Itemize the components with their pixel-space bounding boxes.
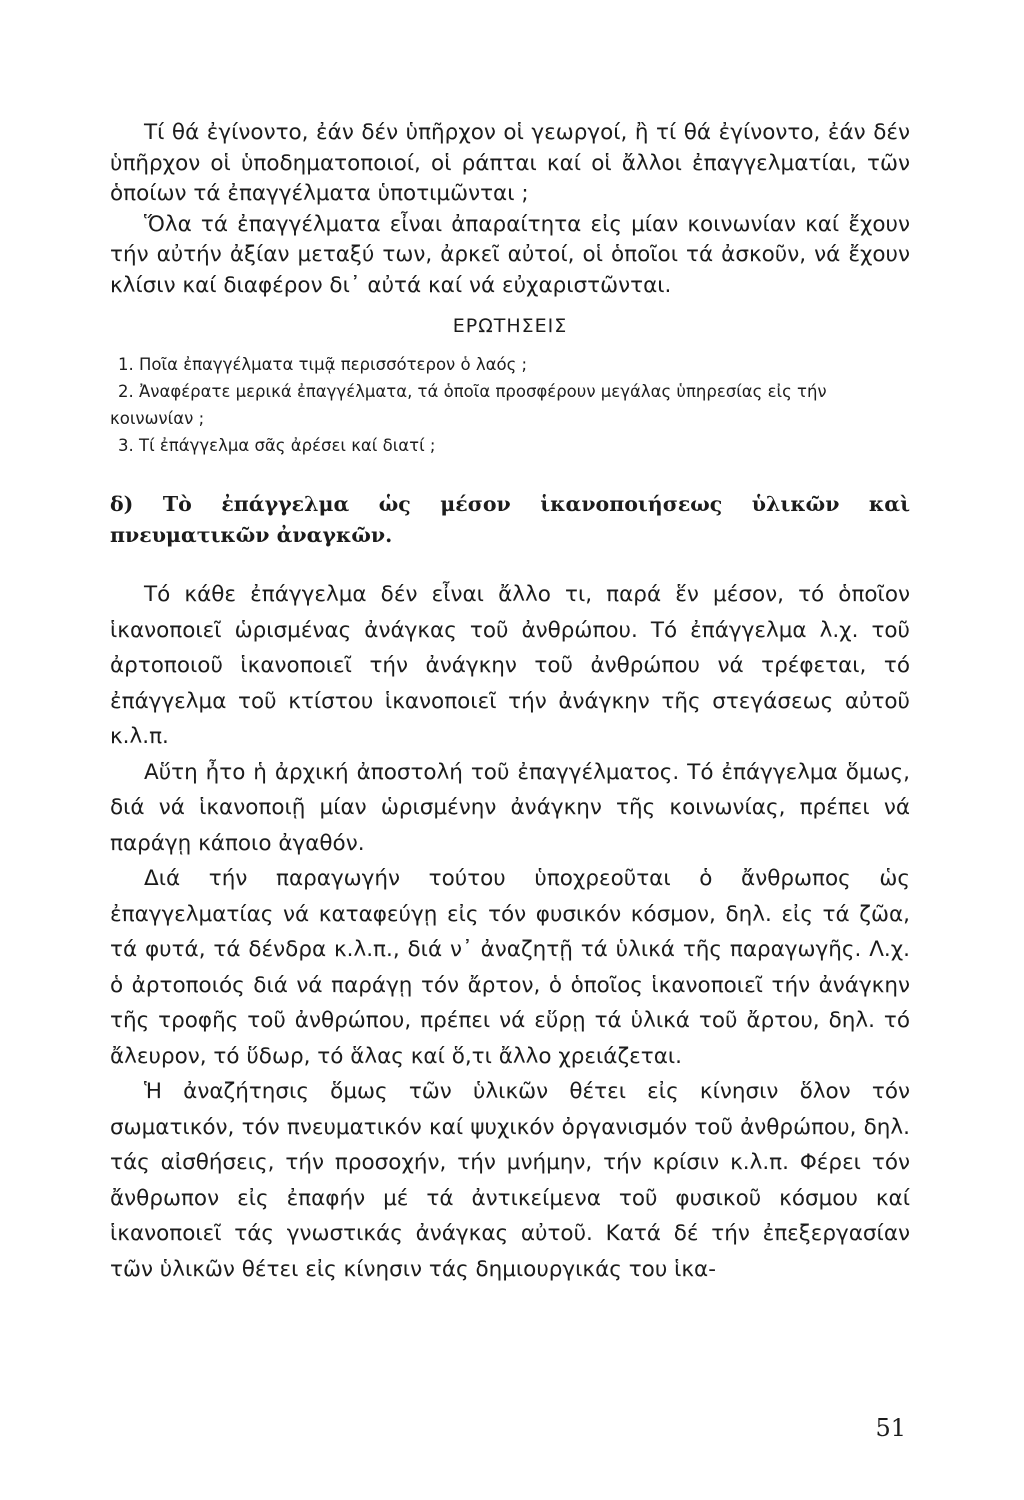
- section-subheading: δ) Τὸ ἐπάγγελμα ὡς μέσον ἱκανοποιήσεως ὑλικῶν καὶ πνευματικῶν ἀναγκῶν.: [110, 492, 910, 547]
- question-item: 2. Ἀναφέρατε μερικά ἐπαγγέλματα, τά ὁποῖα προσφέρουν μεγάλας ὑπηρεσίας εἰς τήν κοινωνίαν ;: [110, 382, 827, 428]
- question-item: 3. Τί ἐπάγγελμα σᾶς ἀρέσει καί διατί ;: [118, 436, 436, 455]
- body-text: [110, 577, 910, 1287]
- body-paragraph-1: Τό κάθε ἐπάγγελμα δέν εἶναι ἄλλο τι, παρά ἕν μέσον, τό ὁποῖον ἱκανοποιεῖ ὡρισμένας ἀνάγκας τοῦ ἀνθρώπου. Τό ἐπάγγελμα λ.χ. τοῦ ἀρτοποιοῦ ἱκανοποιεῖ τήν ἀνάγκην τοῦ ἀνθρώπου νά τρέφεται, τό ἐπάγγελμα τοῦ κτίστου ἱκανοποιεῖ τήν ἀνάγκην τῆς στεγάσεως αὐτοῦ κ.λ.π.: [110, 582, 910, 749]
- body-paragraph-3: Διά τήν παραγωγήν τούτου ὑποχρεοῦται ὁ ἄνθρωπος ὡς ἐπαγγελματίας νά καταφεύγῃ εἰς τόν φυσικόν κόσμον, δηλ. εἰς τά ζῶα, τά φυτά, τά δένδρα κ.λ.π., διά ν᾽ ἀναζητῇ τά ὑλικά τῆς παραγωγῆς. Λ.χ. ὁ ἀρτοποιός διά νά παράγῃ τόν ἄρτον, ὁ ὁποῖος ἱκανοποιεῖ τήν ἀνάγκην τῆς τροφῆς τοῦ ἀνθρώπου, πρέπει νά εὕρῃ τά ὑλικά τοῦ ἄρτου, δηλ. τό ἄλευρον, τό ὕδωρ, τό ἅλας καί ὅ,τι ἄλλο χρειάζεται.: [110, 866, 910, 1069]
- intro-paragraph-1: Τί θά ἐγίνοντο, ἐάν δέν ὑπῆρχον οἱ γεωργοί, ἢ τί θά ἐγίνοντο, ἐάν δέν ὑπῆρχον οἱ ὑποδηματοποιοί, οἱ ράπται καί οἱ ἄλλοι ἐπαγγελματίαι, τῶν ὁποίων τά ἐπαγγέλματα ὑποτιμῶνται ;: [110, 120, 910, 206]
- question-item: 1. Ποῖα ἐπαγγέλματα τιμᾷ περισσότερον ὁ λαός ;: [118, 355, 528, 374]
- page-number: 51: [875, 1414, 906, 1442]
- intro-paragraph-2: Ὅλα τά ἐπαγγέλματα εἶναι ἀπαραίτητα εἰς μίαν κοινωνίαν καί ἔχουν τήν αὐτήν ἀξίαν μεταξύ των, ἀρκεῖ αὐτοί, οἱ ὁποῖοι τά ἀσκοῦν, νά ἔχουν κλίσιν καί διαφέρον δι᾽ αὐτά καί νά εὐχαριστῶνται.: [110, 211, 910, 298]
- questions-heading: ΕΡΩΤΗΣΕΙΣ: [452, 315, 568, 337]
- body-paragraph-4: Ἡ ἀναζήτησις ὅμως τῶν ὑλικῶν θέτει εἰς κίνησιν ὅλον τόν σωματικόν, τόν πνευματικόν καί ψυχικόν ὀργανισμόν τοῦ ἀνθρώπου, δηλ. τάς αἰσθήσεις, τήν προσοχήν, τήν μνήμην, τήν κρίσιν κ.λ.π. Φέρει τόν ἄνθρωπον εἰς ἐπαφήν μέ τά ἀντικείμενα τοῦ φυσικοῦ κόσμου καί ἱκανοποιεῖ τάς γνωστικάς ἀνάγκας αὐτοῦ. Κατά δέ τήν ἐπεξεργασίαν τῶν ὑλικῶν θέτει εἰς κίνησιν τάς δημιουργικάς του ἱκα-: [110, 1079, 910, 1282]
- page-content: [110, 118, 910, 1287]
- body-paragraph-2: Αὕτη ἦτο ἡ ἀρχική ἀποστολή τοῦ ἐπαγγέλματος. Τό ἐπάγγελμα ὅμως, διά νά ἱκανοποιῇ μίαν ὡρισμένην ἀνάγκην τῆς κοινωνίας, πρέπει νά παράγῃ κάποιο ἀγαθόν.: [110, 759, 910, 856]
- questions-list: [110, 351, 910, 459]
